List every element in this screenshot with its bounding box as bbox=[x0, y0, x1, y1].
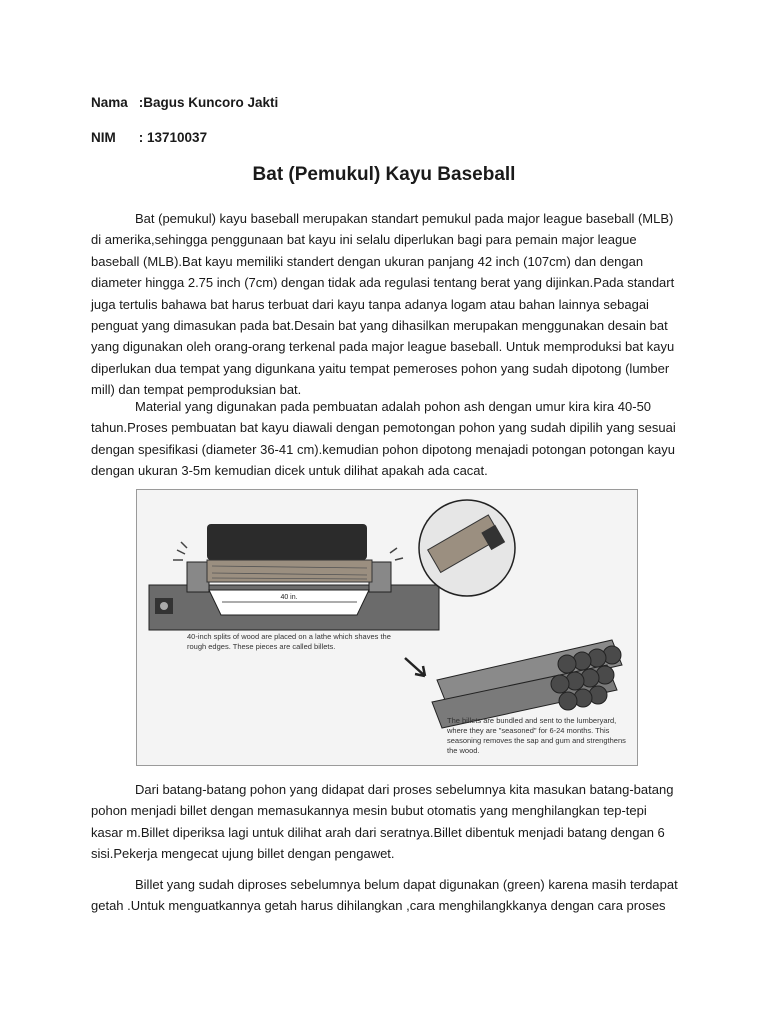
name-value: :Bagus Kuncoro Jakti bbox=[138, 95, 279, 110]
dimension-label: 40 in. bbox=[280, 594, 298, 601]
nim-value: : 13710037 bbox=[138, 130, 208, 145]
paragraph-3: Dari batang-batang pohon yang didapat dari proses sebelumnya kita masukan batang-batang pohon menjadi billet dengan memasukannya mesin bubut otomatis yang menghilangkan tep-tepi kasar m.Billet diperiksa lagi untuk dilihat arah dari seratnya.Billet dibentuk menjadi batang dengan 6 sisi.Pekerja mengecat ujung billet dengan pengawet. bbox=[91, 782, 674, 862]
nim-label: NIM bbox=[91, 130, 116, 145]
paragraph-1: Bat (pemukul) kayu baseball merupakan standart pemukul pada major league baseball (MLB) di amerika,sehingga penggunaan bat kayu ini selalu diperlukan bagi para pemain major league baseball (MLB).Bat kayu memiliki standert dengan ukuran panjang 42 inch (107cm) dan dengan diameter hingga 2.75 inch (7cm) dengan tidak ada regulasi tentang berat yang dijinkan.Pada standart juga tertulis bahawa bat harus terbuat dari kayu tanpa adanya logam atau bahan lainnya sebagai penguat yang dimasukan pada bat.Desain bat yang dihasilkan merupakan menggunakan desain bat yang digunakan oleh orang-orang terkenal pada major league baseball. Untuk memproduksi bat kayu diperlukan dua tempat yang digunkana yaitu tempat pemeroses pohon yang sudah dipotong (lumber mill) dan tempat pemproduksian bat. bbox=[91, 211, 675, 398]
paragraph-2: Material yang digunakan pada pembuatan adalah pohon ash dengan umur kira kira 40-50 tahun.Proses pembuatan bat kayu diawali dengan pemotongan pohon yang sudah dipilih yang sesuai dengan spesifikasi (diameter 36-41 cm).kemudian pohon dipotong menajadi potongan potongan kayu dengan ukuran 3-5m kemudian dicek untuk dilihat apakah ada cacat. bbox=[91, 399, 676, 479]
paragraph-4: Billet yang sudah diproses sebelumnya belum dapat digunakan (green) karena masih terdapat getah .Untuk menguatkannya getah harus dihilangkan ,cara menghilangkkanya dengan cara proses bbox=[91, 877, 678, 914]
billets-stack-shape bbox=[432, 640, 622, 728]
document-title: Bat (Pemukul) Kayu Baseball bbox=[252, 164, 516, 185]
control-knob-icon bbox=[160, 602, 168, 610]
nim-row bbox=[91, 130, 207, 145]
name-row bbox=[91, 95, 278, 110]
cutter-drum-shape bbox=[207, 524, 367, 560]
arrow-down-icon bbox=[405, 658, 425, 676]
lathe-illustration bbox=[136, 489, 638, 766]
billets-caption: The billets are bundled and sent to the lumberyard, where they are "seasoned" for 6-24 months. This seasoning removes the sap and gum and strengthens the wood. bbox=[447, 716, 626, 755]
name-label: Nama bbox=[91, 95, 128, 110]
lathe-caption: 40-inch splits of wood are placed on a lathe which shaves the rough edges. These pieces are called billets. bbox=[187, 632, 391, 651]
left-support-shape bbox=[187, 562, 209, 592]
